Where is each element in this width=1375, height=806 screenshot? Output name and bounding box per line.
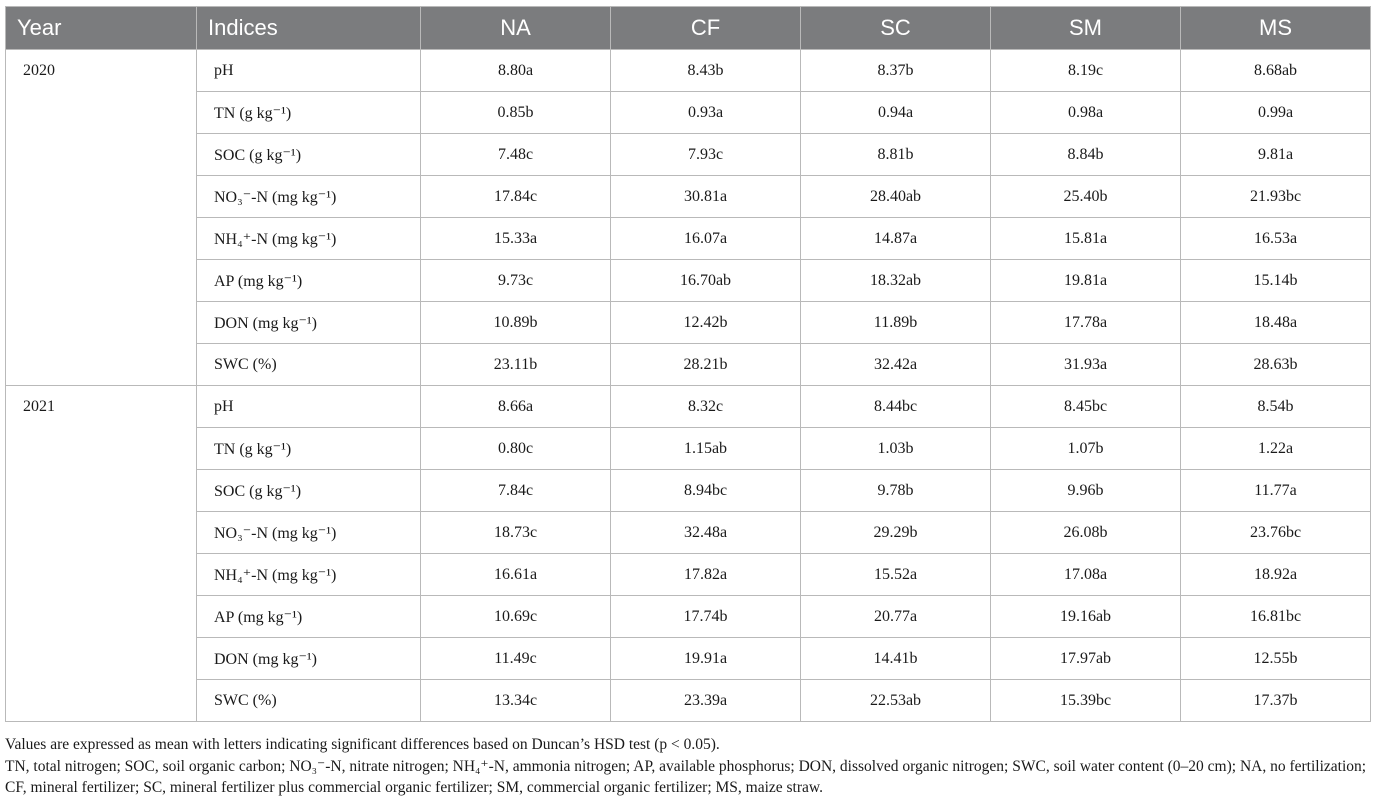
- header-sc: SC: [801, 7, 991, 50]
- value-cell: 12.55b: [1181, 638, 1371, 680]
- value-cell: 20.77a: [801, 596, 991, 638]
- indicator-cell: NO₃⁻-N (mg kg⁻¹): [197, 512, 421, 554]
- value-cell: 16.07a: [611, 218, 801, 260]
- footnote-abbreviations: TN, total nitrogen; SOC, soil organic carbon; NO₃⁻-N, nitrate nitrogen; NH₄⁺-N, ammonia nitrogen; AP, available phosphorus; DON, dissolved organic nitrogen; SWC, soil water content (0–20 cm); NA, no fertilization; CF, mineral fertilizer; SC, mineral fertilizer plus commercial organic fertilizer; SM, commercial organic fertilizer; MS, maize straw.: [5, 757, 1367, 796]
- value-cell: 14.41b: [801, 638, 991, 680]
- value-cell: 17.37b: [1181, 680, 1371, 722]
- value-cell: 16.70ab: [611, 260, 801, 302]
- value-cell: 18.32ab: [801, 260, 991, 302]
- value-cell: 17.74b: [611, 596, 801, 638]
- value-cell: 8.54b: [1181, 386, 1371, 428]
- value-cell: 19.91a: [611, 638, 801, 680]
- table-footnotes: [5, 734, 1370, 799]
- value-cell: 8.19c: [991, 50, 1181, 92]
- indicator-cell: NH₄⁺-N (mg kg⁻¹): [197, 554, 421, 596]
- indicator-cell: SWC (%): [197, 344, 421, 386]
- value-cell: 8.37b: [801, 50, 991, 92]
- value-cell: 8.45bc: [991, 386, 1181, 428]
- value-cell: 7.93c: [611, 134, 801, 176]
- value-cell: 25.40b: [991, 176, 1181, 218]
- value-cell: 17.78a: [991, 302, 1181, 344]
- value-cell: 0.80c: [421, 428, 611, 470]
- value-cell: 21.93bc: [1181, 176, 1371, 218]
- value-cell: 13.34c: [421, 680, 611, 722]
- table-row: [6, 218, 1371, 260]
- value-cell: 0.98a: [991, 92, 1181, 134]
- indicator-cell: SOC (g kg⁻¹): [197, 470, 421, 512]
- header-ms: MS: [1181, 7, 1371, 50]
- table-row: [6, 302, 1371, 344]
- indicator-cell: AP (mg kg⁻¹): [197, 260, 421, 302]
- value-cell: 9.78b: [801, 470, 991, 512]
- table-row: [6, 50, 1371, 92]
- value-cell: 8.84b: [991, 134, 1181, 176]
- value-cell: 19.16ab: [991, 596, 1181, 638]
- header-row: [6, 7, 1371, 50]
- value-cell: 11.89b: [801, 302, 991, 344]
- value-cell: 9.73c: [421, 260, 611, 302]
- indicator-cell: SWC (%): [197, 680, 421, 722]
- value-cell: 8.81b: [801, 134, 991, 176]
- table-row: [6, 638, 1371, 680]
- table-row: [6, 470, 1371, 512]
- table-row: [6, 134, 1371, 176]
- table-row: [6, 512, 1371, 554]
- indicator-cell: DON (mg kg⁻¹): [197, 638, 421, 680]
- value-cell: 28.63b: [1181, 344, 1371, 386]
- indicator-cell: pH: [197, 50, 421, 92]
- indicator-cell: TN (g kg⁻¹): [197, 92, 421, 134]
- value-cell: 12.42b: [611, 302, 801, 344]
- value-cell: 28.40ab: [801, 176, 991, 218]
- value-cell: 16.61a: [421, 554, 611, 596]
- value-cell: 7.48c: [421, 134, 611, 176]
- value-cell: 8.32c: [611, 386, 801, 428]
- indicator-cell: TN (g kg⁻¹): [197, 428, 421, 470]
- value-cell: 0.85b: [421, 92, 611, 134]
- value-cell: 8.43b: [611, 50, 801, 92]
- year-cell: 2021: [6, 386, 197, 722]
- header-cf: CF: [611, 7, 801, 50]
- value-cell: 23.76bc: [1181, 512, 1371, 554]
- value-cell: 9.81a: [1181, 134, 1371, 176]
- value-cell: 30.81a: [611, 176, 801, 218]
- table-row: [6, 260, 1371, 302]
- value-cell: 8.94bc: [611, 470, 801, 512]
- value-cell: 8.80a: [421, 50, 611, 92]
- header-sm: SM: [991, 7, 1181, 50]
- value-cell: 32.42a: [801, 344, 991, 386]
- value-cell: 10.69c: [421, 596, 611, 638]
- table-row: [6, 428, 1371, 470]
- value-cell: 16.81bc: [1181, 596, 1371, 638]
- indicator-cell: pH: [197, 386, 421, 428]
- value-cell: 15.33a: [421, 218, 611, 260]
- value-cell: 11.77a: [1181, 470, 1371, 512]
- value-cell: 18.73c: [421, 512, 611, 554]
- header-indices: Indices: [197, 7, 421, 50]
- soil-properties-table: [5, 6, 1371, 722]
- value-cell: 15.39bc: [991, 680, 1181, 722]
- table-body: [6, 50, 1371, 722]
- value-cell: 11.49c: [421, 638, 611, 680]
- value-cell: 23.11b: [421, 344, 611, 386]
- value-cell: 1.15ab: [611, 428, 801, 470]
- value-cell: 8.66a: [421, 386, 611, 428]
- value-cell: 28.21b: [611, 344, 801, 386]
- table-row: [6, 344, 1371, 386]
- table-row: [6, 176, 1371, 218]
- value-cell: 7.84c: [421, 470, 611, 512]
- value-cell: 23.39a: [611, 680, 801, 722]
- footnote-significance: Values are expressed as mean with letters indicating significant differences based on Duncan’s HSD test (p < 0.05).: [5, 736, 720, 753]
- value-cell: 17.97ab: [991, 638, 1181, 680]
- value-cell: 0.99a: [1181, 92, 1371, 134]
- value-cell: 29.29b: [801, 512, 991, 554]
- year-cell: 2020: [6, 50, 197, 386]
- value-cell: 15.14b: [1181, 260, 1371, 302]
- header-na: NA: [421, 7, 611, 50]
- table-row: [6, 680, 1371, 722]
- value-cell: 0.93a: [611, 92, 801, 134]
- value-cell: 14.87a: [801, 218, 991, 260]
- value-cell: 26.08b: [991, 512, 1181, 554]
- indicator-cell: DON (mg kg⁻¹): [197, 302, 421, 344]
- header-year: Year: [6, 7, 197, 50]
- indicator-cell: SOC (g kg⁻¹): [197, 134, 421, 176]
- value-cell: 9.96b: [991, 470, 1181, 512]
- value-cell: 17.08a: [991, 554, 1181, 596]
- value-cell: 15.52a: [801, 554, 991, 596]
- table-row: [6, 554, 1371, 596]
- value-cell: 0.94a: [801, 92, 991, 134]
- value-cell: 18.48a: [1181, 302, 1371, 344]
- value-cell: 16.53a: [1181, 218, 1371, 260]
- indicator-cell: NO₃⁻-N (mg kg⁻¹): [197, 176, 421, 218]
- value-cell: 19.81a: [991, 260, 1181, 302]
- indicator-cell: AP (mg kg⁻¹): [197, 596, 421, 638]
- value-cell: 8.68ab: [1181, 50, 1371, 92]
- value-cell: 17.84c: [421, 176, 611, 218]
- value-cell: 22.53ab: [801, 680, 991, 722]
- value-cell: 1.07b: [991, 428, 1181, 470]
- value-cell: 10.89b: [421, 302, 611, 344]
- value-cell: 18.92a: [1181, 554, 1371, 596]
- table-row: [6, 386, 1371, 428]
- value-cell: 15.81a: [991, 218, 1181, 260]
- value-cell: 31.93a: [991, 344, 1181, 386]
- table-row: [6, 92, 1371, 134]
- table-row: [6, 596, 1371, 638]
- value-cell: 1.03b: [801, 428, 991, 470]
- value-cell: 17.82a: [611, 554, 801, 596]
- value-cell: 32.48a: [611, 512, 801, 554]
- value-cell: 8.44bc: [801, 386, 991, 428]
- indicator-cell: NH₄⁺-N (mg kg⁻¹): [197, 218, 421, 260]
- value-cell: 1.22a: [1181, 428, 1371, 470]
